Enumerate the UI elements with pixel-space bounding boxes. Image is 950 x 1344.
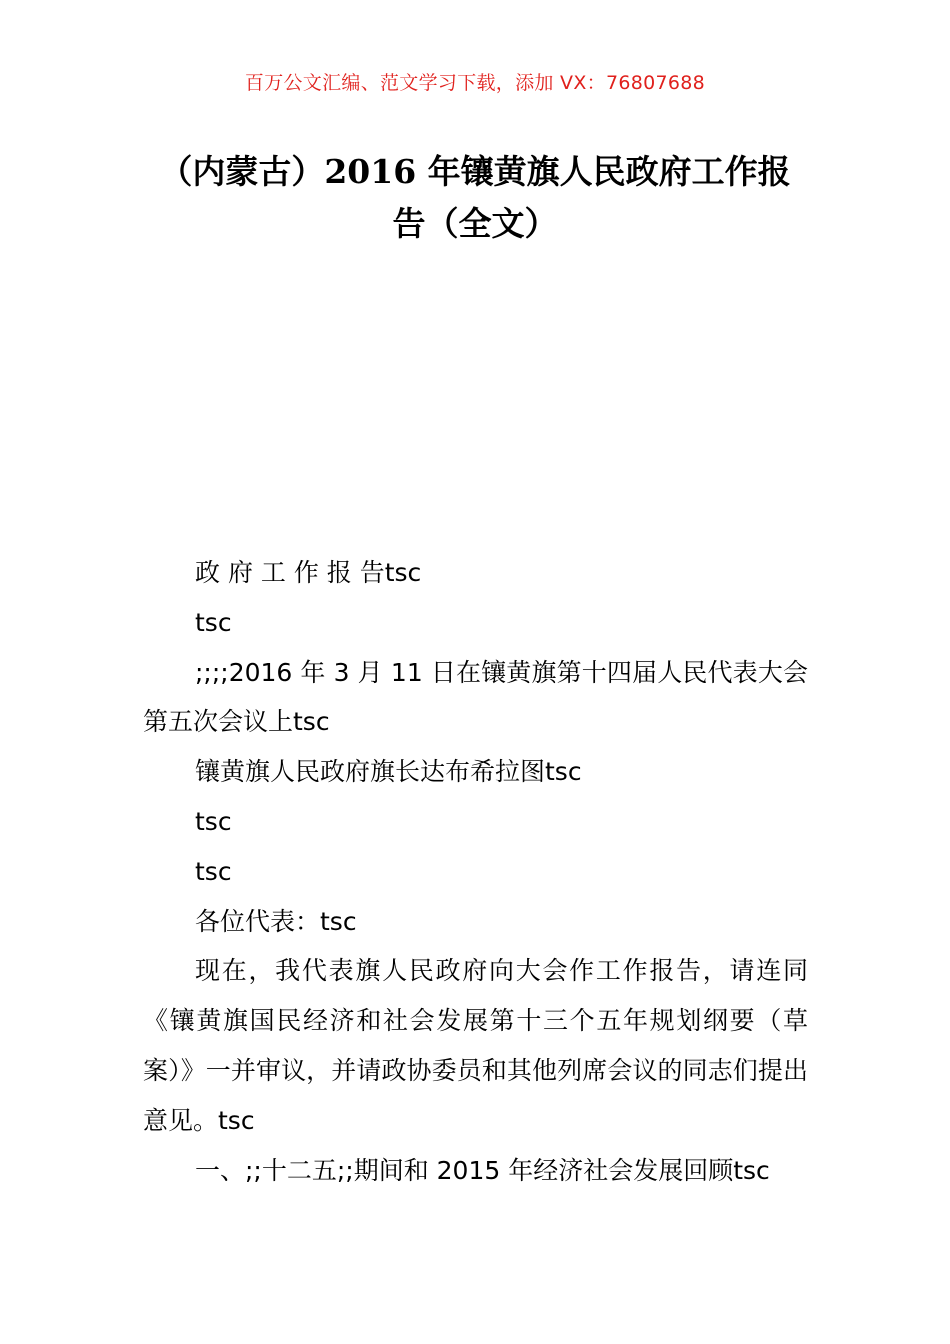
section-heading: 一、;;十二五;;期间和 2015 年经济社会发展回顾tsc (195, 1155, 770, 1185)
header-watermark-note: 百万公文汇编、范文学习下载，添加 VX：76807688 (244, 72, 706, 94)
intro-paragraph: 现在，我代表旗人民政府向大会作工作报告，请连同《镶黄旗国民经济和社会发展第十三个五年规划纲要（草案）》一并审议，并请政协委员和其他列席会议的同志们提出意见。tsc (143, 956, 808, 1135)
salutation: 各位代表：tsc (195, 906, 357, 936)
meeting-date-line: ;;;;2016 年 3 月 11 日在镶黄旗第十四届人民代表大会第五次会议上tsc (143, 657, 808, 737)
speaker-line: 镶黄旗人民政府旗长达布希拉图tsc (195, 757, 582, 787)
body-paragraph: tsc (195, 856, 232, 886)
document-title-line-1: （内蒙古）2016 年镶黄旗人民政府工作报 (159, 152, 791, 191)
document-title-line-2: 告（全文） (392, 204, 558, 243)
body-paragraph: tsc (195, 806, 232, 836)
body-paragraph: tsc (195, 607, 232, 637)
document-body (143, 548, 808, 1195)
document-title (140, 146, 810, 250)
report-heading: 政 府 工 作 报 告tsc (195, 558, 422, 587)
